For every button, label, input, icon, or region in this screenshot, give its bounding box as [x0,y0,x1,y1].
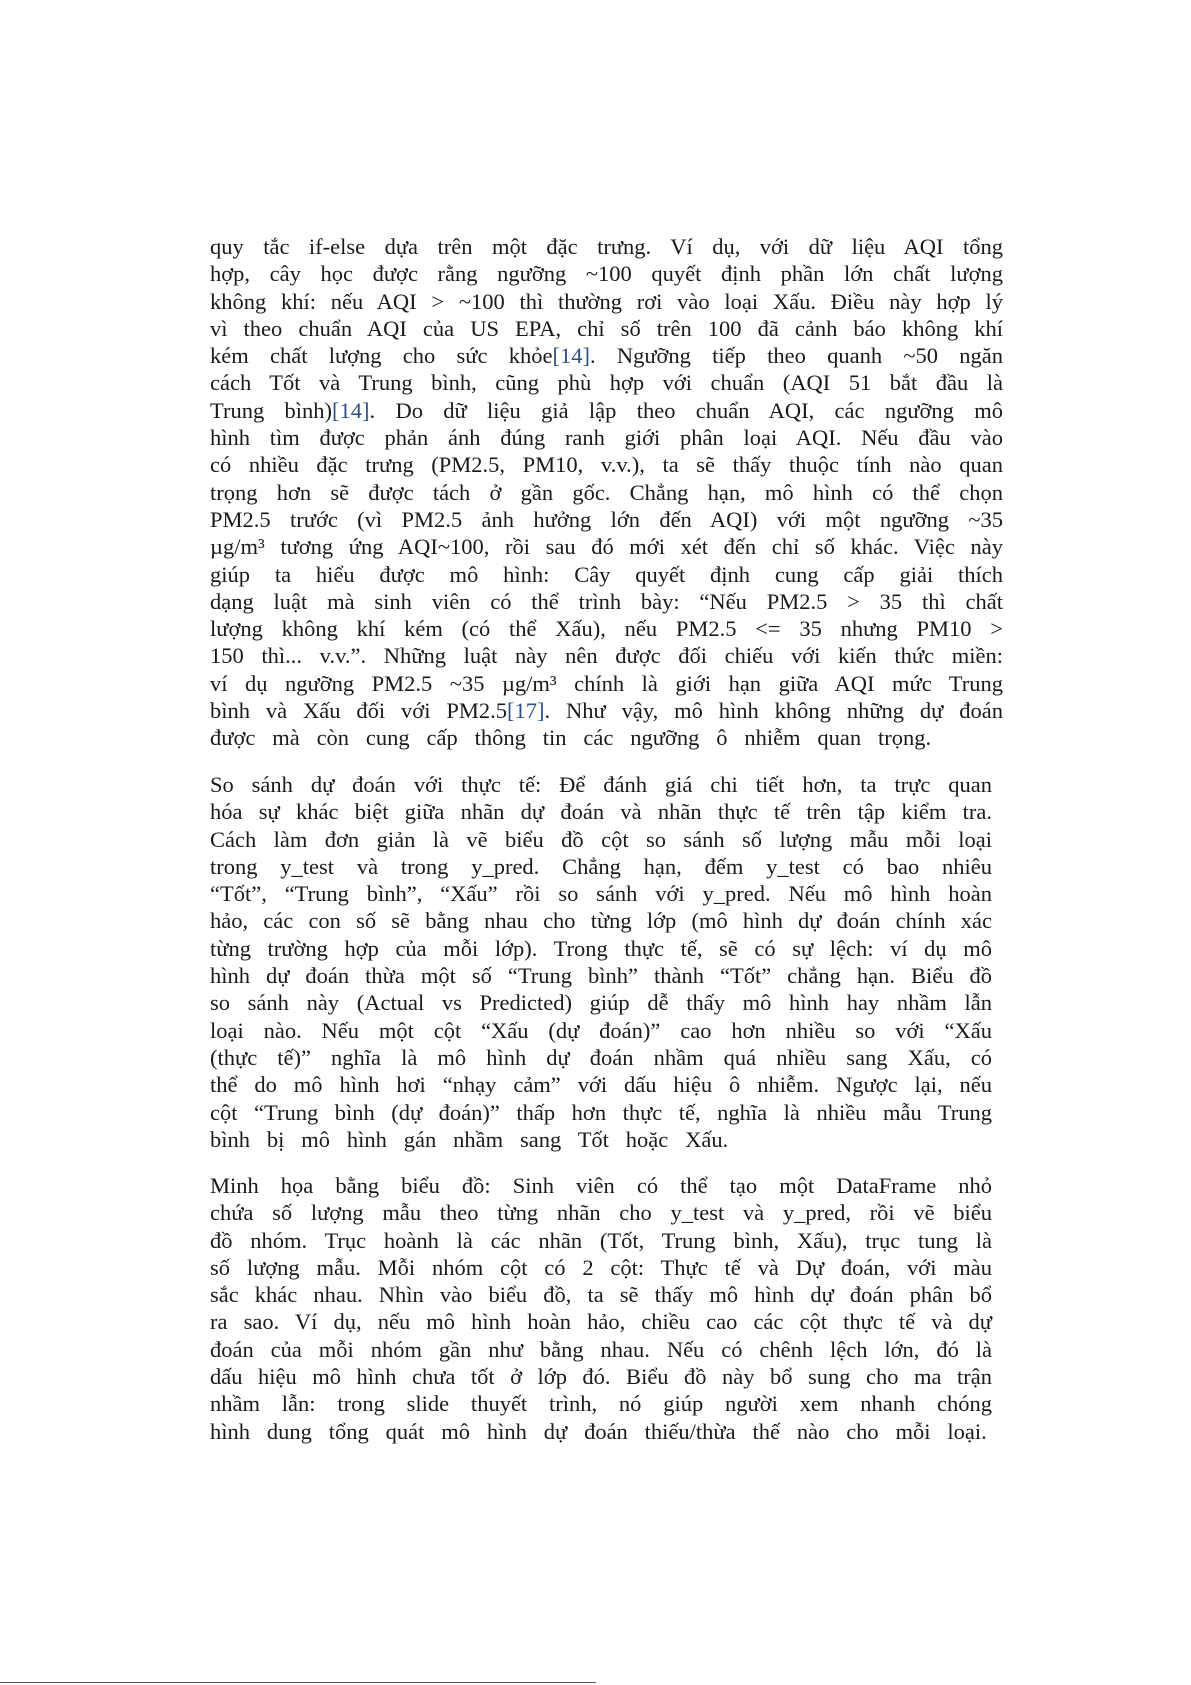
text-fragment: . Do dữ liệu giả lập theo chuẩn AQI, các ngưỡng mô [369,397,1003,423]
text-line [210,342,1003,369]
text-line: nhầm lẫn: trong slide thuyết trình, nó giúp người xem nhanh chóng [210,1391,992,1417]
text-line: ra sao. Ví dụ, nếu mô hình hoàn hảo, chiều cao các cột thực tế và dự [210,1309,992,1335]
text-line: hình tìm được phản ánh đúng ranh giới phân loại AQI. Nếu đầu vào [210,425,1003,451]
text-line: chứa số lượng mẫu theo từng nhãn cho y_test và y_pred, rồi vẽ biểu [210,1200,992,1226]
text-line: loại nào. Nếu một cột “Xấu (dự đoán)” cao hơn nhiều so với “Xấu [210,1017,992,1043]
text-line: bình bị mô hình gán nhầm sang Tốt hoặc Xấu. [210,1126,729,1152]
text-line: hóa sự khác biệt giữa nhãn dự đoán và nhãn thực tế trên tập kiểm tra. [210,799,992,825]
text-line: hảo, các con số sẽ bằng nhau cho từng lớp (mô hình dự đoán chính xác [210,908,992,934]
text-line: Minh họa bằng biểu đồ: Sinh viên có thể tạo một DataFrame nhỏ [210,1173,992,1198]
text-line [210,397,1003,424]
text-fragment: kém chất lượng cho sức khỏe [210,343,553,369]
text-line: hình dung tổng quát mô hình dự đoán thiếu/thừa thế nào cho mỗi loại. [210,1418,987,1444]
text-line: (thực tế)” nghĩa là mô hình dự đoán nhầm quá nhiều sang Xấu, có [210,1044,992,1070]
text-line: µg/m³ tương ứng AQI~100, rồi sau đó mới xét đến chỉ số khác. Việc này [210,534,1003,560]
text-line: dạng luật mà sinh viên có thể trình bày: “Nếu PM2.5 > 35 thì chất [210,588,1003,614]
text-line: PM2.5 trước (vì PM2.5 ảnh hưởng lớn đến AQI) với một ngưỡng ~35 [210,506,1003,532]
text-line: ví dụ ngưỡng PM2.5 ~35 µg/m³ chính là giới hạn giữa AQI mức Trung [210,670,1003,696]
text-line: không khí: nếu AQI > ~100 thì thường rơi vào loại Xấu. Điều này hợp lý [210,288,1003,314]
text-line: quy tắc if-else dựa trên một đặc trưng. Ví dụ, với dữ liệu AQI tổng [210,234,1003,259]
text-line [210,697,1003,724]
text-fragment: bình và Xấu đối với PM2.5 [210,698,507,724]
text-line: thể do mô hình hơi “nhạy cảm” với dấu hiệu ô nhiễm. Ngược lại, nếu [210,1072,992,1098]
text-line: vì theo chuẩn AQI của US EPA, chỉ số trên 100 đã cảnh báo không khí [210,315,1003,341]
text-fragment: . Ngưỡng tiếp theo quanh ~50 ngăn [589,343,1004,369]
citation-link[interactable]: [14] [552,343,590,369]
text-fragment: . Như vậy, mô hình không những dự đoán [544,698,1003,724]
text-line: So sánh dự đoán với thực tế: Để đánh giá chi tiết hơn, ta trực quan [210,772,992,797]
text-line: trọng hơn sẽ được tách ở gần gốc. Chẳng hạn, mô hình có thể chọn [210,479,1003,505]
text-line: sắc khác nhau. Nhìn vào biểu đồ, ta sẽ thấy mô hình dự đoán phân bổ [210,1282,992,1308]
text-line: so sánh này (Actual vs Predicted) giúp dễ thấy mô hình hay nhầm lẫn [210,990,992,1016]
citation-link[interactable]: [14] [332,397,370,423]
paragraph-actual-vs-predicted [210,771,992,1153]
text-line: hình dự đoán thừa một số “Trung bình” thành “Tốt” chẳng hạn. Biểu đồ [210,963,992,989]
citation-link[interactable]: [17] [506,698,545,724]
paragraph-grouped-bar-chart [210,1172,992,1445]
paragraph-decision-tree-rules [210,233,1003,752]
text-line: giúp ta hiểu được mô hình: Cây quyết định cung cấp giải thích [210,561,1003,587]
text-line: trong y_test và trong y_pred. Chẳng hạn, đếm y_test có bao nhiêu [210,853,992,879]
text-line: “Tốt”, “Trung bình”, “Xấu” rồi so sánh với y_pred. Nếu mô hình hoàn [210,881,992,907]
text-line: từng trường hợp của mỗi lớp). Trong thực tế, sẽ có sự lệch: ví dụ mô [210,935,992,961]
text-line: cách Tốt và Trung bình, cũng phù hợp với chuẩn (AQI 51 bắt đầu là [210,370,1003,396]
text-line: có nhiều đặc trưng (PM2.5, PM10, v.v.), ta sẽ thấy thuộc tính nào quan [210,452,1003,478]
text-line: lượng không khí kém (có thể Xấu), nếu PM2.5 <= 35 nhưng PM10 > [210,616,1003,642]
text-line: cột “Trung bình (dự đoán)” thấp hơn thực tế, nghĩa là nhiều mẫu Trung [210,1099,992,1125]
text-line: số lượng mẫu. Mỗi nhóm cột có 2 cột: Thực tế và Dự đoán, với màu [210,1254,992,1280]
text-line: được mà còn cung cấp thông tin các ngưỡng ô nhiễm quan trọng. [210,725,932,751]
text-line: đồ nhóm. Trục hoành là các nhãn (Tốt, Trung bình, Xấu), trục tung là [210,1227,992,1253]
text-line: đoán của mỗi nhóm gần như bằng nhau. Nếu có chênh lệch lớn, đó là [210,1336,992,1362]
text-line: hợp, cây học được rằng ngưỡng ~100 quyết định phần lớn chất lượng [210,261,1003,287]
text-line: dấu hiệu mô hình chưa tốt ở lớp đó. Biểu đồ này bổ sung cho ma trận [210,1364,992,1390]
text-line: Cách làm đơn giản là vẽ biểu đồ cột so sánh số lượng mẫu mỗi loại [210,826,992,852]
text-fragment: Trung bình) [210,397,333,423]
text-line: 150 thì... v.v.”. Những luật này nên được đối chiếu với kiến thức miền: [210,643,1003,669]
footnote-separator [0,1682,596,1683]
